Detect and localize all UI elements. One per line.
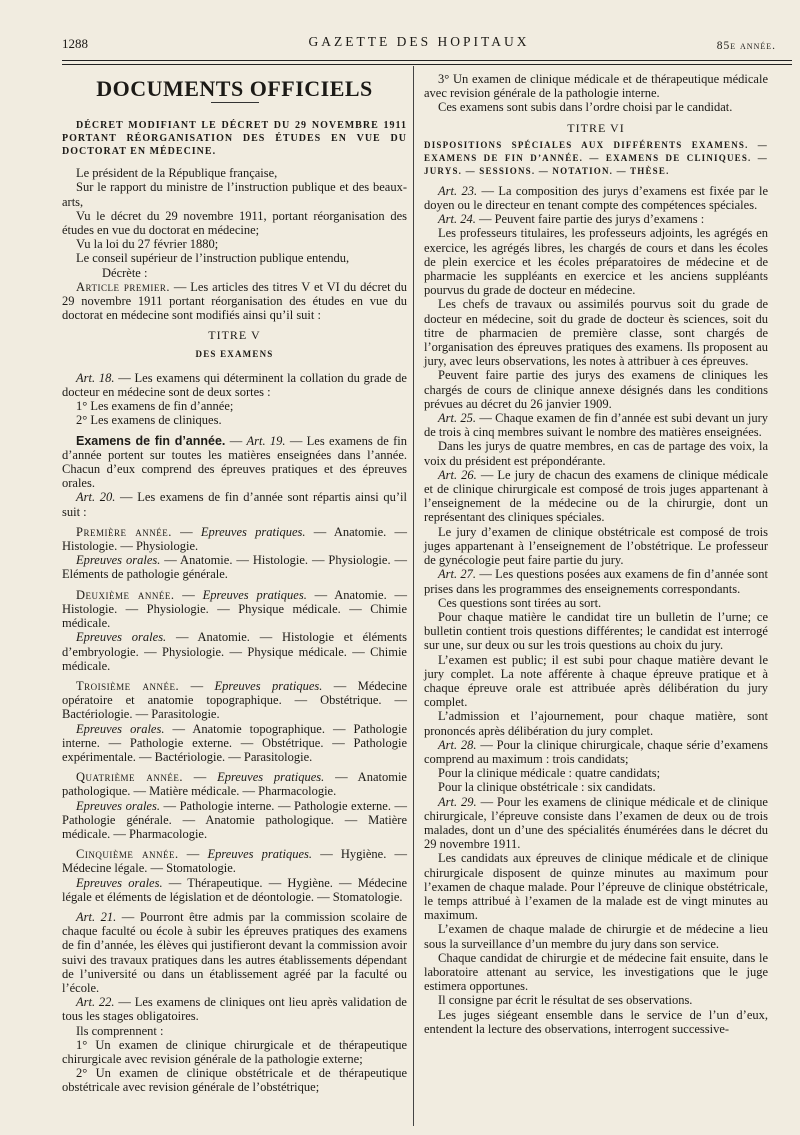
article-label: Art. 23.: [438, 183, 478, 198]
title-rule: [211, 102, 259, 103]
article-label: Art. 28.: [438, 737, 477, 752]
paragraph: Les candidats aux épreuves de clinique médicale et de clinique chirurgicale disposent de quinze minutes au maximum pour l’examen de chaque malade. Pour l’épreuve de clinique obstétricale, le temps attribué à l’examen de la malade est de vingt minutes au maximum.: [424, 851, 768, 923]
paragraph: Dans les jurys de quatre membres, en cas de partage des voix, la voix du président est prépondérante.: [424, 439, 768, 468]
year-1-practical: Première année. — Epreuves pratiques. — Anatomie. — Histologie. — Physiologie.: [62, 524, 407, 554]
page-number: 1288: [62, 36, 88, 51]
year-5-practical: Cinquième année. — Epreuves pratiques. — Hygiène. — Médecine légale. — Stomatologie.: [62, 847, 407, 876]
year-4-practical: Quatrième année. — Epreuves pratiques. — Anatomie pathologique. — Matière médicale. — Pharmacologie.: [62, 770, 407, 799]
article-29: Art. 29. — Pour les examens de clinique médicale et de clinique chirurgicale, l’épreuve consiste dans l’examen de deux ou de trois malades, dont un d’une des spécialités énumérées dans le décret du 29 novembre 1911.: [424, 794, 768, 852]
paragraph: Le conseil supérieur de l’instruction publique entendu,: [76, 251, 350, 266]
paragraph: Pour la clinique obstétricale : six candidats.: [438, 780, 656, 795]
article-label: Art. 22.: [76, 995, 115, 1010]
paragraph: Il consigne par écrit le résultat de ses observations.: [438, 993, 693, 1008]
paragraph: Ces questions sont tirées au sort.: [438, 595, 602, 610]
list-item: 2° Les examens de cliniques.: [76, 413, 222, 428]
article-25: Art. 25. — Chaque examen de fin d’année est subi devant un jury de trois à cinq membres suivant le nombre des matières enseignées.: [424, 411, 768, 440]
paragraph: Sur le rapport du ministre de l’instruction publique et des beaux-arts,: [62, 180, 407, 209]
article-label: Art. 26.: [438, 467, 477, 482]
paragraph: Vu le décret du 29 novembre 1911, portant réorganisation des études en vue du doctorat en médecine;: [62, 208, 407, 238]
paragraph: Vu la loi du 27 février 1880;: [76, 237, 219, 252]
article-27: Art. 27. — Les questions posées aux examens de fin d’année sont prises dans les programmes des enseignements correspondants.: [424, 567, 768, 596]
article-22: Art. 22. — Les examens de cliniques ont lieu après validation de tous les stages obligatoires.: [62, 995, 407, 1024]
paragraph: Pour la clinique médicale : quatre candidats;: [438, 766, 661, 781]
title-vi-subtitle: DISPOSITIONS SPÉCIALES AUX DIFFÉRENTS EXAMENS. — EXAMENS DE FIN D’ANNÉE. — EXAMENS DE CLINIQUES. — JURYS. — SESSIONS. — NOTATION. — THÈSE.: [424, 139, 768, 176]
paragraph: L’examen de chaque malade de chirurgie et de médecine a lieu sous la surveillance d’un membre du jury dans son service.: [424, 922, 768, 951]
year-5-oral: Epreuves orales. — Thérapeutique. — Hygiène. — Médecine légale et éléments de législation et de déontologie. — Stomatologie.: [62, 875, 408, 904]
year-1-oral: Epreuves orales. — Anatomie. — Histologie. — Physiologie. — Eléments de pathologie générale.: [62, 553, 407, 582]
page-header: [62, 34, 776, 54]
title-vi: TITRE VI: [567, 120, 625, 135]
article-21: Art. 21. — Pourront être admis par la commission scolaire de chaque faculté ou école à subir les épreuves pratiques des examens de fin d’année, les élèves qui justifieront devant la commission avoir suivi des travaux pratiques dans les autres établissements dépendant de l’université ou dans un établissement agréé par la faculté ou l’école.: [62, 909, 407, 995]
left-column: [62, 72, 407, 1095]
year-3-oral: Epreuves orales. — Anatomie topographique. — Pathologie interne. — Pathologie externe. — Obstétrique. — Pathologie expérimentale. — Bactériologie. — Parasitologie.: [62, 721, 407, 764]
list-item: 1° Les examens de fin d’année;: [76, 399, 234, 414]
list-item: 1° Un examen de clinique chirurgicale et de thérapeutique chirurgicale avec revision générale de la pathologie externe;: [62, 1037, 407, 1066]
paragraph: Le jury d’examen de clinique obstétricale est composé de trois juges appartenant à l’enseignement de l’obstétrique. Le professeur de gynécologie peut faire partie du jury.: [424, 524, 768, 568]
article-label: Art. 24.: [438, 212, 476, 227]
article-label: Art. 21.: [76, 909, 117, 924]
paragraph: Chaque candidat de chirurgie et de médecine fait ensuite, dans le laboratoire attenant au service, les investigations que le juge estimera opportunes.: [424, 950, 768, 994]
right-column: [424, 72, 768, 1036]
paragraph: Pour chaque matière le candidat tire un bulletin de l’urne; ce bulletin contient trois questions différentes; le candidat est interrogé sur une, sur deux ou sur les trois questions au choix du jury.: [424, 609, 768, 653]
journal-title: GAZETTE DES HOPITAUX: [308, 34, 530, 49]
title-v: TITRE V: [208, 328, 261, 343]
paragraph: Peuvent faire partie des jurys des examens de cliniques les chargés de cours de clinique annexe désignés dans les conditions prévues au décret du 26 janvier 1909.: [424, 368, 768, 411]
article-26: Art. 26. — Le jury de chacun des examens de clinique médicale et de clinique chirurgicale est composé de trois juges appartenant à l’enseignement de la médecine ou de la chirurgie, dont un représentant des cliniques spéciales.: [424, 467, 768, 525]
paragraph: Le président de la République française,: [76, 166, 278, 181]
article-23: Art. 23. — La composition des jurys d’examens est fixée par le doyen ou le directeur en tenant compte des compétences spéciales.: [424, 183, 768, 213]
article-20: Art. 20. — Les examens de fin d’année sont répartis ainsi qu’il suit :: [62, 490, 407, 519]
decree-title: DÉCRET MODIFIANT LE DÉCRET DU 29 NOVEMBRE 1911 PORTANT RÉORGANISATION DES ÉTUDES EN VUE DU DOCTORAT EN MÉDECINE.: [62, 120, 407, 158]
article-label: Art. 18.: [76, 370, 115, 385]
article-label: Art. 25.: [438, 411, 477, 426]
header-rule-thin: [62, 64, 792, 65]
decree-word: Décrète :: [102, 265, 148, 280]
year-2-oral: Epreuves orales. — Anatomie. — Histologie et éléments d’embryologie. — Physiologie. — Physique médicale. — Chimie médicale.: [62, 630, 407, 673]
volume-year: 85e année.: [716, 40, 776, 52]
article-1: Article premier. — Les articles des titres V et VI du décret du 29 novembre 1911 portant réorganisation des études en vue du doctorat en médecine sont modifiés ainsi qu’il suit :: [62, 279, 407, 323]
article-label: Art. 20.: [76, 490, 116, 505]
exam-heading: Examens de fin d’année.: [76, 433, 226, 448]
list-item: 2° Un examen de clinique obstétricale et de thérapeutique obstétricale avec revision générale de l’obstétrique;: [62, 1066, 407, 1095]
year-3-practical: Troisième année. — Epreuves pratiques. — Médecine opératoire et anatomie topographique. — Obstétrique. — Bactériologie. — Parasitologie.: [62, 678, 408, 722]
paragraph: Les juges siégeant ensemble dans le service de l’un d’eux, entendent la lecture des observations, interrogent successive-: [424, 1007, 768, 1036]
header-rule: [62, 60, 792, 61]
paragraph: L’admission et l’ajournement, pour chaque matière, sont prononcés après délibération du jury complet.: [424, 709, 768, 738]
section-title: DOCUMENTS OFFICIELS: [96, 76, 373, 101]
year-2-practical: Deuxième année. — Epreuves pratiques. — Anatomie. — Histologie. — Physiologie. — Physique médicale. — Chimie médicale.: [62, 587, 408, 631]
article-label: Art. 27.: [438, 567, 477, 582]
article-label: Article premier.: [76, 279, 170, 294]
article-18: Art. 18. — Les examens qui déterminent la collation du grade de docteur en médecine sont de deux sortes :: [62, 370, 407, 400]
article-19: Examens de fin d’année. — Art. 19. — Les examens de fin d’année portent sur toutes les matières enseignées dans l’année. Chacun d’eux comprend des épreuves pratiques et des épreuves orales.: [62, 433, 408, 491]
title-v-subtitle: DES EXAMENS: [195, 348, 274, 359]
paragraph: L’examen est public; il est subi pour chaque matière devant le jury complet. La note afférente à chaque épreuve pratique et à chaque épreuve orale est attribuée après délibération du jury complet.: [424, 652, 768, 710]
column-separator: [413, 66, 414, 1126]
year-4-oral: Epreuves orales. — Pathologie interne. — Pathologie externe. — Pathologie générale. — Anatomie pathologique. — Matière médicale. — Pharmacologie.: [62, 798, 408, 841]
article-28: Art. 28. — Pour la clinique chirurgicale, chaque série d’examens comprend au maximum : trois candidats;: [424, 737, 768, 766]
paragraph: Les chefs de travaux ou assimilés pourvus soit du grade de docteur en médecine, soit du grade de docteur ès sciences, soit du titre de pharmacien de première classe, sont chargés de l’organisation des épreuves pratiques des examens. Ils proposent au jury, avec leurs observations, les notes à attribuer à ces épreuves.: [424, 297, 768, 369]
article-label: Art. 29.: [438, 794, 477, 809]
paragraph: Ils comprennent :: [76, 1023, 164, 1038]
list-item: 3° Un examen de clinique médicale et de thérapeutique médicale avec revision générale de la pathologie interne.: [424, 72, 768, 101]
article-24: Art. 24. — Peuvent faire partie des jurys d’examens :: [438, 212, 705, 227]
paragraph: Ces examens sont subis dans l’ordre choisi par le candidat.: [438, 100, 733, 115]
paragraph: Les professeurs titulaires, les professeurs adjoints, les agrégés en exercice, les agrégés libres, les chargés de cours et dans les écoles de plein exercice et les écoles préparatoires de médecine et de pharmacie les suppléants en exercice et les anciens suppléants pourvus du grade de docteur en médecine.: [424, 226, 768, 298]
